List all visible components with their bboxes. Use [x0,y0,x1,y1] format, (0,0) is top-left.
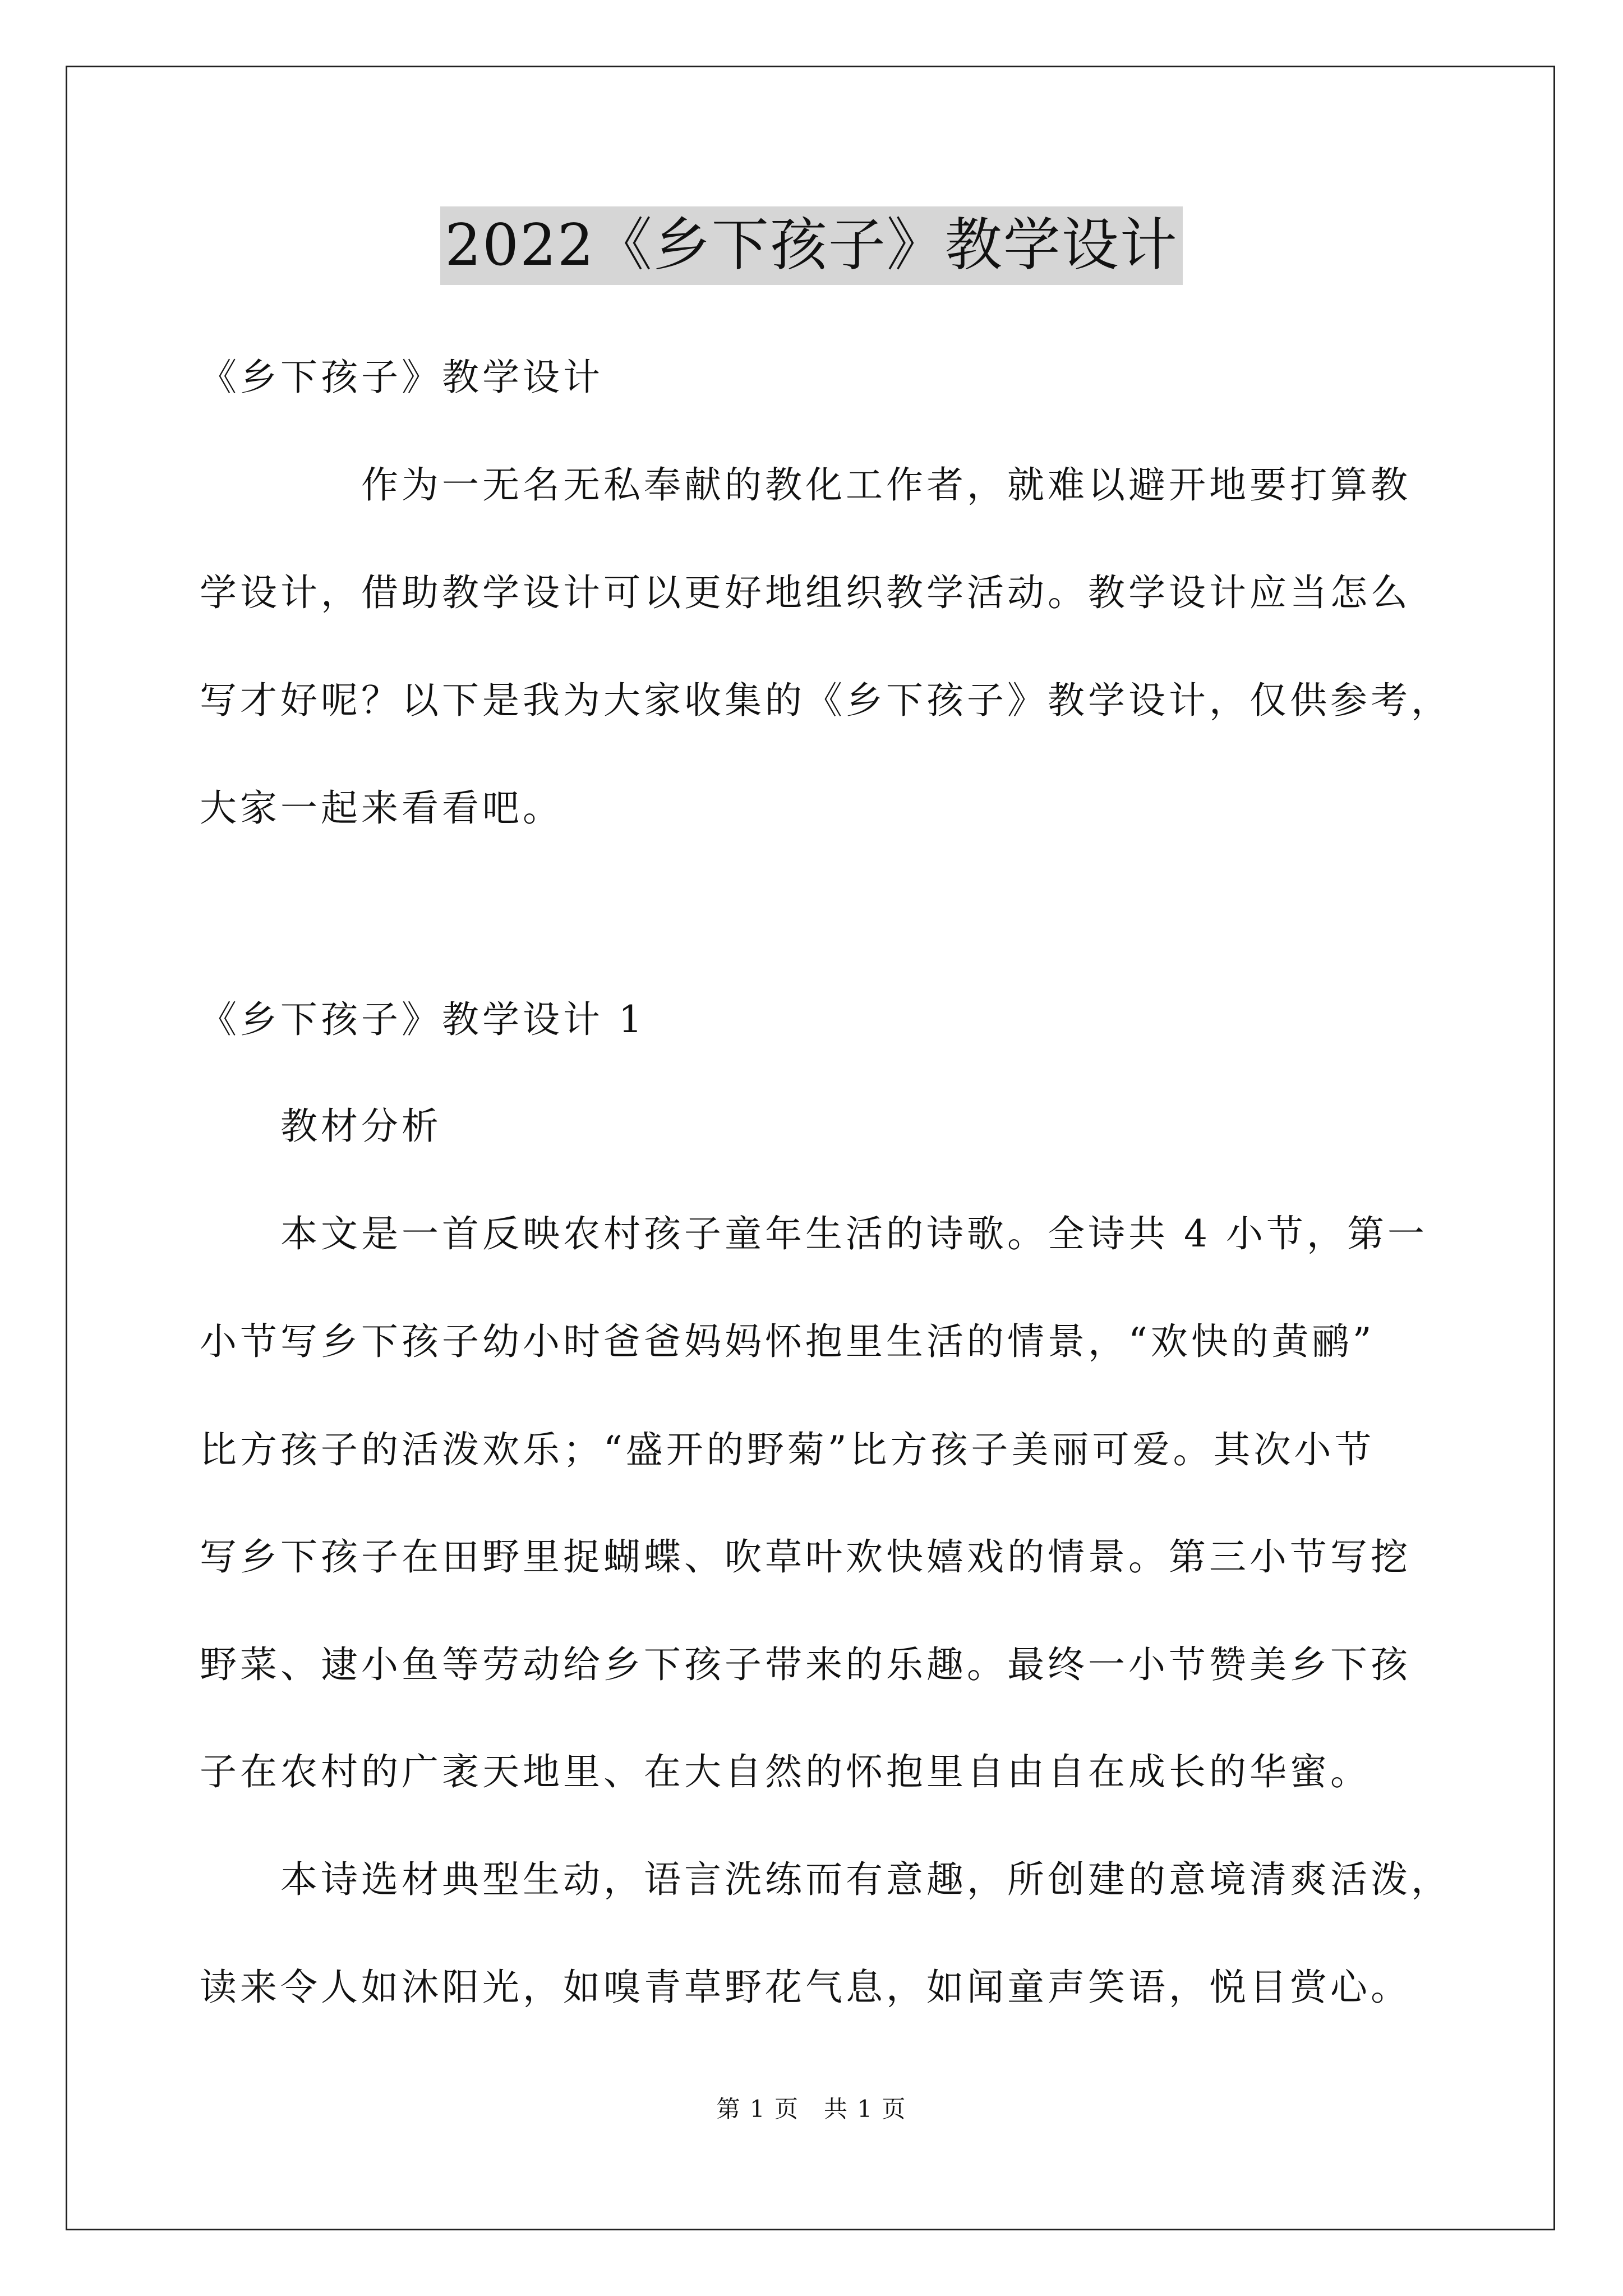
intro-line: 大家一起来看看吧。 [200,786,563,830]
intro-line: 写才好呢？以下是我为大家收集的《乡下孩子》教学设计，仅供参考， [200,679,1451,722]
paragraph-line: 子在农村的广袤天地里、在大自然的怀抱里自由自在成长的华蜜。 [200,1750,1371,1793]
paragraph-line: 读来令人如沐阳光，如嗅青草野花气息，如闻童声笑语，悦目赏心。 [200,1966,1411,2009]
document-title: 2022《乡下孩子》教学设计 [440,206,1183,285]
paragraph-line: 比方孩子的活泼欢乐；“盛开的野菊”比方孩子美丽可爱。其次小节 [200,1428,1375,1471]
paragraph-line: 本诗选材典型生动，语言洗练而有意趣，所创建的意境清爽活泼， [280,1858,1451,1901]
title-container [0,206,1623,285]
paragraph-line: 本文是一首反映农村孩子童年生活的诗歌。全诗共 4 小节，第一 [280,1212,1428,1255]
paragraph-line: 小节写乡下孩子幼小时爸爸妈妈怀抱里生活的情景，“欢快的黄鹂” [200,1320,1375,1363]
paragraph-line: 野菜、逮小鱼等劳动给乡下孩子带来的乐趣。最终一小节赞美乡下孩 [200,1643,1411,1686]
analysis-heading: 教材分析 [280,1105,442,1148]
intro-line: 学设计，借助教学设计可以更好地组织教学活动。教学设计应当怎么 [200,571,1411,614]
section-title: 《乡下孩子》教学设计 1 [200,998,645,1041]
page-footer: 第 1 页 共 1 页 [716,2095,907,2123]
paragraph-line: 写乡下孩子在田野里捉蝴蝶、吹草叶欢快嬉戏的情景。第三小节写挖 [200,1535,1411,1579]
document-subtitle: 《乡下孩子》教学设计 [200,356,603,399]
intro-line: 作为一无名无私奉献的教化工作者，就难以避开地要打算教 [361,463,1411,507]
